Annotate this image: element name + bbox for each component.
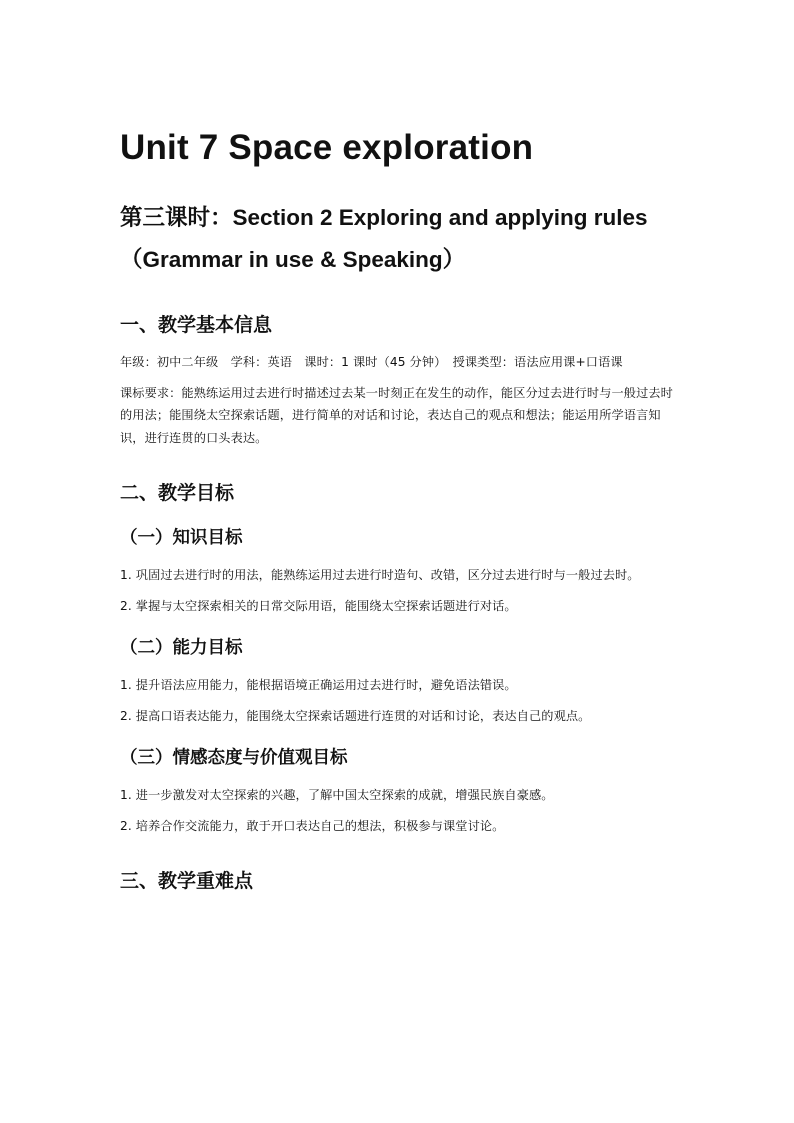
section-heading-key-points: 三、教学重难点 [120, 870, 254, 892]
lesson-title: 第三课时：Section 2 Exploring and applying rules（Grammar in use & Speaking） [120, 205, 648, 272]
values-objective-item: 2. 培养合作交流能力，敢于开口表达自己的想法，积极参与课堂讨论。 [120, 818, 505, 833]
ability-objective-item: 2. 提高口语表达能力，能围绕太空探索话题进行连贯的对话和讨论，表达自己的观点。 [120, 708, 591, 723]
subheading-values-objectives: （三）情感态度与价值观目标 [120, 748, 348, 768]
knowledge-objective-item: 2. 掌握与太空探索相关的日常交际用语，能围绕太空探索话题进行对话。 [120, 598, 517, 613]
ability-objective-item: 1. 提升语法应用能力，能根据语境正确运用过去进行时，避免语法错误。 [120, 678, 517, 692]
subheading-knowledge-objectives: （一）知识目标 [120, 528, 243, 548]
document-title: Unit 7 Space exploration [120, 128, 534, 167]
section-heading-objectives: 二、教学目标 [120, 482, 235, 504]
basic-info-line: 年级：初中二年级 学科：英语 课时：1 课时（45 分钟） 授课类型：语法应用课+口语课 [120, 355, 623, 369]
subheading-ability-objectives: （二）能力目标 [120, 638, 243, 658]
knowledge-objective-item: 1. 巩固过去进行时的用法，能熟练运用过去进行时造句、改错，区分过去进行时与一般过去时。 [120, 568, 640, 582]
values-objective-item: 1. 进一步激发对太空探索的兴趣，了解中国太空探索的成就，增强民族自豪感。 [120, 788, 554, 802]
curriculum-requirements: 课标要求：能熟练运用过去进行时描述过去某一时刻正在发生的动作，能区分过去进行时与一般过去时的用法；能围绕太空探索话题，进行简单的对话和讨论，表达自己的观点和想法；能运用所学语言知识，进行连贯的口头表达。 [120, 385, 673, 445]
document-body [120, 126, 680, 895]
section-heading-basic-info: 一、教学基本信息 [120, 314, 273, 336]
